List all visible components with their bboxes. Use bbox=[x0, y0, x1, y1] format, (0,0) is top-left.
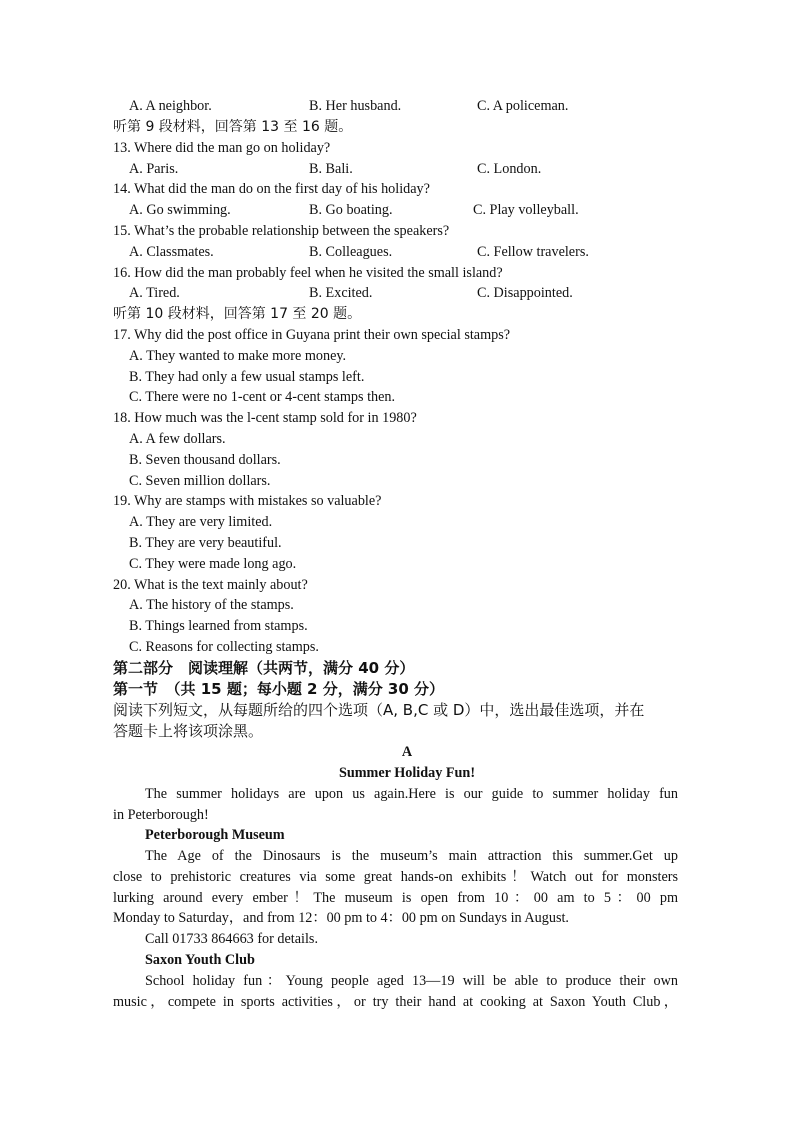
q14-options bbox=[0, 202, 794, 219]
option-a: A. Tired. bbox=[129, 285, 180, 301]
q15-options bbox=[0, 244, 794, 261]
option-c: C. A policeman. bbox=[477, 98, 569, 114]
reading-instruction-line2: 答题卡上将该项涂黑。 bbox=[113, 722, 264, 740]
option-b: B. Colleagues. bbox=[309, 244, 393, 260]
youth-club-heading: Saxon Youth Club bbox=[145, 952, 255, 968]
option-b: B. They are very beautiful. bbox=[129, 535, 282, 551]
museum-line1: The Age of the Dinosaurs is the museum’s main attraction this summer.Get up bbox=[145, 848, 678, 864]
option-c: C. Reasons for collecting stamps. bbox=[129, 639, 319, 655]
youth-line1: School holiday fun：Young people aged 13—19 will be able to produce their own bbox=[145, 973, 678, 989]
part-two-title: 第二部分 阅读理解（共两节，满分 40 分） bbox=[113, 659, 415, 677]
question-14: 14. What did the man do on the first day of his holiday? bbox=[113, 181, 430, 197]
option-c: C. London. bbox=[477, 161, 542, 177]
option-c: C. There were no 1-cent or 4-cent stamps then. bbox=[129, 389, 396, 405]
option-c: C. They were made long ago. bbox=[129, 556, 297, 572]
option-c: C. Disappointed. bbox=[477, 285, 573, 301]
option-b: B. Go boating. bbox=[309, 202, 393, 218]
intro-line1: The summer holidays are upon us again.Here is our guide to summer holiday fun bbox=[145, 786, 678, 802]
question-16: 16. How did the man probably feel when he visited the small island? bbox=[113, 265, 503, 281]
option-a: A. Go swimming. bbox=[129, 202, 231, 218]
question-19: 19. Why are stamps with mistakes so valuable? bbox=[113, 493, 382, 509]
question-15: 15. What’s the probable relationship between the speakers? bbox=[113, 223, 450, 239]
option-b: B. Seven thousand dollars. bbox=[129, 452, 281, 468]
question-13: 13. Where did the man go on holiday? bbox=[113, 140, 331, 156]
museum-call: Call 01733 864663 for details. bbox=[145, 931, 318, 947]
question-20: 20. What is the text mainly about? bbox=[113, 577, 308, 593]
passage-title: Summer Holiday Fun! bbox=[338, 765, 476, 781]
section10-instruction: 听第 10 段材料，回答第 17 至 20 题。 bbox=[113, 306, 362, 322]
option-a: A. Classmates. bbox=[129, 244, 214, 260]
section9-instruction: 听第 9 段材料，回答第 13 至 16 题。 bbox=[113, 119, 353, 135]
option-a: A. A neighbor. bbox=[129, 98, 212, 114]
option-a: A. They wanted to make more money. bbox=[129, 348, 347, 364]
option-b: B. They had only a few usual stamps left. bbox=[129, 369, 365, 385]
option-a: A. A few dollars. bbox=[129, 431, 226, 447]
museum-line2: close to prehistoric creatures via some great hands-on exhibits！Watch out for monsters bbox=[113, 869, 678, 885]
q13-options bbox=[0, 161, 794, 178]
option-b: B. Bali. bbox=[309, 161, 353, 177]
youth-line2: music，compete in sports activities，or try their hand at cooking at Saxon Youth Club， bbox=[113, 994, 678, 1010]
reading-instruction-line1: 阅读下列短文，从每题所给的四个选项（A, B,C 或 D）中，选出最佳选项，并在 bbox=[113, 701, 645, 719]
museum-heading: Peterborough Museum bbox=[145, 827, 285, 843]
question-17: 17. Why did the post office in Guyana print their own special stamps? bbox=[113, 327, 511, 343]
museum-line3: lurking around every ember！The museum is open from 10：00 am to 5：00 pm bbox=[113, 890, 678, 906]
option-b: B. Her husband. bbox=[309, 98, 402, 114]
option-c: C. Fellow travelers. bbox=[477, 244, 589, 260]
option-c: C. Seven million dollars. bbox=[129, 473, 271, 489]
q12-options bbox=[0, 98, 794, 115]
museum-line4: Monday to Saturday，and from 12：00 pm to 4：00 pm on Sundays in August. bbox=[113, 910, 569, 926]
question-18: 18. How much was the l-cent stamp sold for in 1980? bbox=[113, 410, 417, 426]
option-a: A. Paris. bbox=[129, 161, 179, 177]
passage-letter: A bbox=[401, 744, 413, 760]
option-b: B. Things learned from stamps. bbox=[129, 618, 308, 634]
section-one-title: 第一节 （共 15 题；每小题 2 分，满分 30 分） bbox=[113, 680, 445, 698]
option-b: B. Excited. bbox=[309, 285, 373, 301]
q16-options bbox=[0, 285, 794, 302]
option-a: A. They are very limited. bbox=[129, 514, 273, 530]
option-c: C. Play volleyball. bbox=[473, 202, 579, 218]
option-a: A. The history of the stamps. bbox=[129, 597, 294, 613]
intro-line2: in Peterborough! bbox=[113, 807, 209, 823]
